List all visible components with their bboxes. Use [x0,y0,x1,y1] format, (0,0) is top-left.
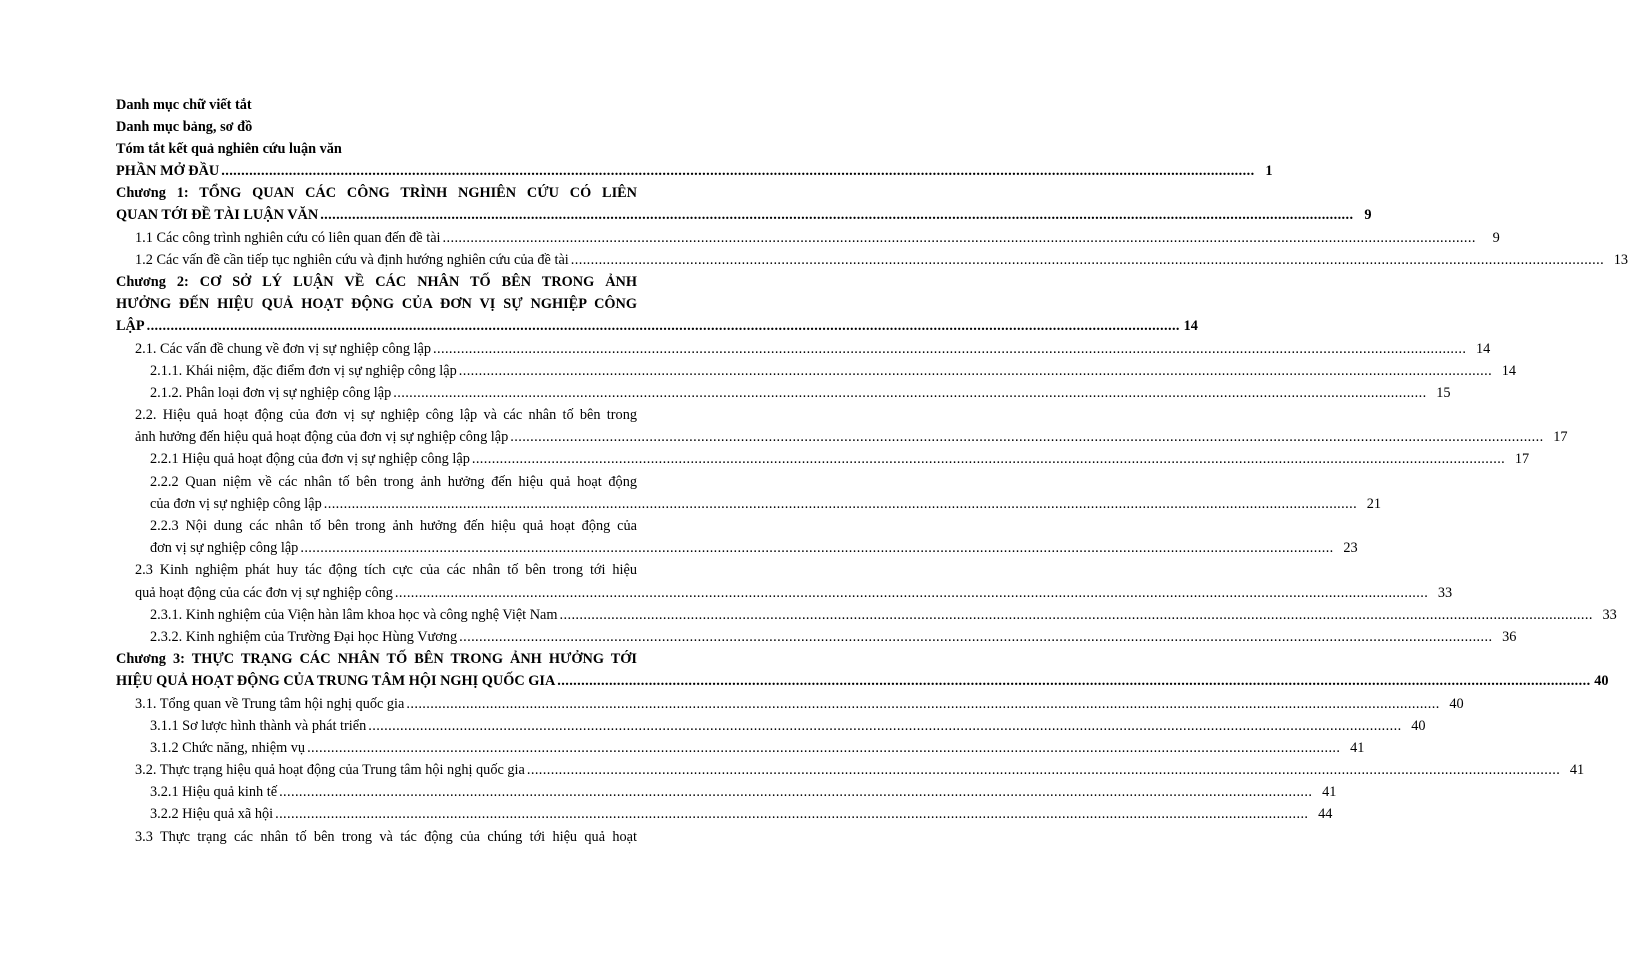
toc-entry-line [116,160,1273,182]
toc-entry-line [150,360,1517,382]
toc-section-entry [116,715,1426,737]
page-number: 36 [1502,628,1517,645]
dot-leader: .................................................................................................................................................................................................................................................................... [559,606,1593,623]
page-number: 33 [1437,584,1453,601]
toc-chapter-entry [116,160,1273,182]
toc-entry-line [150,493,1382,515]
table-of-contents [116,94,1628,848]
toc-section-entry [116,249,1628,271]
toc-entry-line [135,759,1585,781]
toc-entry-line [150,803,1333,825]
toc-entry-title-line: LẬP [116,318,145,335]
toc-entry-title-line: 3.1.2 Chức năng, nhiệm vụ [150,739,306,756]
front-matter-item: Danh mục bảng, sơ đồ [116,119,253,135]
page-number: 9 [1492,229,1500,246]
toc-entry-title-line: 3.2.2 Hiệu quả xã hội [150,806,274,823]
toc-entry-title-line: Chương 1: TỔNG QUAN CÁC CÔNG TRÌNH NGHIÊN CỨU CÓ LIÊN [116,185,637,202]
dot-leader: .................................................................................................................................................................................................................................................................... [442,229,1476,246]
page-number: 33 [1602,606,1617,623]
toc-section-entry [116,338,1491,360]
toc-entry-line [150,382,1451,404]
toc-entry-title-line: 2.2.2 Quan niệm về các nhân tố bên trong ảnh hưởng đến hiệu quả hoạt động [150,473,637,490]
toc-entry-title-line: 3.1. Tổng quan về Trung tâm hội nghị quốc gia [135,695,405,712]
dot-leader: .................................................................................................................................................................................................................................................................... [368,717,1402,734]
page-number: 41 [1350,739,1365,756]
page-number: 15 [1436,384,1451,401]
toc-section-entry [116,471,1382,515]
toc-entry-title-line: HIỆU QUẢ HOẠT ĐỘNG CỦA TRUNG TÂM HỘI NGHỊ QUỐC GIA [116,673,556,690]
toc-entry-line [150,537,1358,559]
toc-chapter-entry [116,271,1198,338]
toc-entry-line [150,604,1617,626]
toc-section-entry [116,360,1517,382]
page-number: 17 [1553,429,1568,446]
dot-leader: .................................................................................................................................................................................................................................................................... [393,384,1427,401]
toc-entry-line [116,670,1609,692]
dot-leader: .................................................................................................................................................................................................................................................................... [394,584,1429,601]
toc-entry-title-line: Chương 2: CƠ SỞ LÝ LUẬN VỀ CÁC NHÂN TỐ BÊN TRONG ẢNH [116,273,637,290]
toc-entry-line [150,448,1530,470]
toc-entry-title-line: 2.2. Hiệu quả hoạt động của đơn vị sự nghiệp công lập và các nhân tố bên trong [135,407,637,424]
toc-entry-title-line: 2.3.1. Kinh nghiệm của Viện hàn lâm khoa học và công nghệ Việt Nam [150,606,558,623]
toc-section-entry [116,382,1451,404]
page-number: 40 [1594,673,1609,690]
toc-chapter-entry [116,648,1609,692]
toc-chapter-entry [116,182,1372,226]
toc-entry-line [135,426,1568,448]
toc-section-entry [116,404,1568,448]
page-number: 1 [1265,163,1273,179]
toc-entry-line [135,338,1491,360]
toc-section-entry [116,515,1358,559]
toc-entry-title-line: Chương 3: THỰC TRẠNG CÁC NHÂN TỐ BÊN TRONG ẢNH HƯỞNG TỚI [116,651,637,668]
dot-leader: .................................................................................................................................................................................................................................................................... [323,495,1358,512]
toc-section-entry [116,559,1453,603]
page-number: 40 [1449,695,1464,712]
toc-entry-line [116,315,1198,337]
toc-entry-title-line: đơn vị sự nghiệp công lập [150,540,299,557]
toc-entry-title-line: 2.3.2. Kinh nghiệm của Trường Đại học Hùng Vương [150,628,458,645]
toc-entry-line [135,227,1500,249]
dot-leader: .................................................................................................................................................................................................................................................................... [279,784,1313,801]
toc-entry-title-line: 3.1.1 Sơ lược hình thành và phát triển [150,717,367,734]
dot-leader: .................................................................................................................................................................................................................................................................... [433,340,1467,357]
page-number: 44 [1318,806,1333,823]
toc-section-entry [116,826,637,848]
toc-entry-line [150,626,1517,648]
page-number: 9 [1364,207,1372,224]
toc-entry-line [116,204,1372,226]
page-number: 13 [1613,251,1628,268]
toc-entry-title-line: QUAN TỚI ĐỀ TÀI LUẬN VĂN [116,207,319,224]
dot-leader: .................................................................................................................................................................................................................................................................... [471,451,1506,468]
page-number: 41 [1322,784,1337,801]
toc-section-entry [116,803,1333,825]
toc-entry-line [150,715,1426,737]
toc-entry-title-line: 2.1. Các vấn đề chung về đơn vị sự nghiệp công lập [135,340,432,357]
toc-entry-title-line: 2.1.2. Phân loại đơn vị sự nghiệp công lập [150,384,392,401]
dot-leader: .................................................................................................................................................................................................................................................................... [221,163,1255,179]
toc-entry-title-line: 2.2.3 Nội dung các nhân tố bên trong ảnh hưởng đến hiệu quả hoạt động của [150,518,637,534]
toc-entry-title-line: 3.2.1 Hiệu quả kinh tế [150,784,278,801]
toc-entry-title-line: PHẦN MỞ ĐẦU [116,163,220,179]
toc-entry-title-line: 3.2. Thực trạng hiệu quả hoạt động của Trung tâm hội nghị quốc gia [135,762,525,779]
toc-section-entry [116,626,1517,648]
toc-entry-title-line: ảnh hưởng đến hiệu quả hoạt động của đơn vị sự nghiệp công lập [135,429,509,446]
toc-section-entry [116,781,1337,803]
toc-entry-title-line: 2.2.1 Hiệu quả hoạt động của đơn vị sự nghiệp công lập [150,451,470,468]
dot-leader: .................................................................................................................................................................................................................................................................... [406,695,1440,712]
dot-leader: .................................................................................................................................................................................................................................................................... [526,762,1561,779]
toc-entry-line [150,737,1365,759]
dot-leader: .................................................................................................................................................................................................................................................................... [557,673,1591,690]
toc-entry-title-line: 3.3 Thực trạng các nhân tố bên trong và tác động của chúng tới hiệu quả hoạt [135,828,637,845]
front-matter-item: Tóm tắt kết quả nghiên cứu luận văn [116,141,342,157]
toc-entry-line [150,781,1337,803]
toc-section-entry [116,227,1500,249]
dot-leader: .................................................................................................................................................................................................................................................................... [570,251,1605,268]
front-matter-item: Danh mục chữ viết tắt [116,97,252,113]
toc-entry-title-line: 1.1 Các công trình nghiên cứu có liên quan đến đề tài [135,229,441,246]
toc-entry-title-line: quả hoạt động của các đơn vị sự nghiệp công [135,584,393,601]
toc-entry-line [135,249,1628,271]
page-number: 17 [1514,451,1530,468]
toc-section-entry [116,693,1464,715]
dot-leader: .................................................................................................................................................................................................................................................................... [146,318,1180,335]
toc-section-entry [116,448,1530,470]
dot-leader: .................................................................................................................................................................................................................................................................... [300,540,1334,557]
page-number: 14 [1501,362,1517,379]
toc-entry-title-line: 2.3 Kinh nghiệm phát huy tác động tích cực của các nhân tố bên trong tới hiệu [135,562,637,579]
dot-leader: .................................................................................................................................................................................................................................................................... [275,806,1309,823]
toc-entry-title-line: 2.1.1. Khái niệm, đặc điểm đơn vị sự nghiệp công lập [150,362,457,379]
dot-leader: .................................................................................................................................................................................................................................................................... [459,628,1493,645]
page-number: 41 [1569,762,1585,779]
toc-entry-line [135,693,1464,715]
page-number: 40 [1411,717,1426,734]
dot-leader: .................................................................................................................................................................................................................................................................... [510,429,1544,446]
toc-entry-title-line: của đơn vị sự nghiệp công lập [150,495,322,512]
page-number: 14 [1476,340,1491,357]
toc-entry-title-line: 1.2 Các vấn đề cần tiếp tục nghiên cứu và định hướng nghiên cứu của đề tài [135,251,569,268]
toc-entry-title-line: HƯỞNG ĐẾN HIỆU QUẢ HOẠT ĐỘNG CỦA ĐƠN VỊ SỰ NGHIỆP CÔNG [116,296,637,313]
toc-section-entry [116,759,1585,781]
page-number: 23 [1343,540,1358,557]
toc-section-entry [116,604,1617,626]
dot-leader: .................................................................................................................................................................................................................................................................... [307,739,1341,756]
toc-entry-line [135,582,1453,604]
page-number: 21 [1366,495,1382,512]
page-number: 14 [1183,318,1198,335]
toc-section-entry [116,737,1365,759]
dot-leader: .................................................................................................................................................................................................................................................................... [458,362,1493,379]
dot-leader: .................................................................................................................................................................................................................................................................... [320,207,1354,224]
